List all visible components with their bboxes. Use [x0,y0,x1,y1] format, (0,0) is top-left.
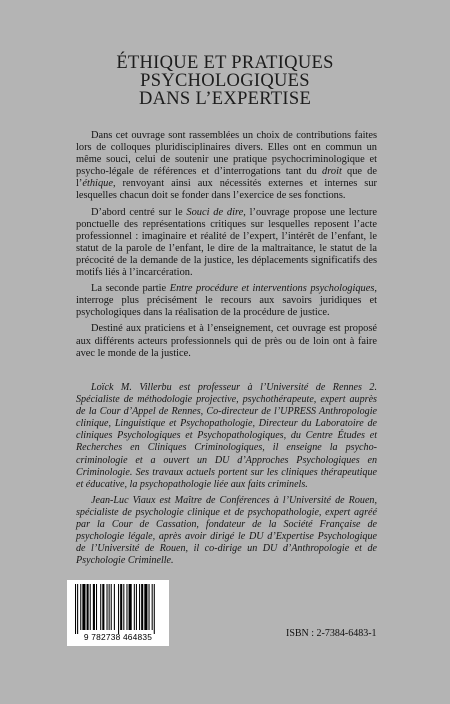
p2-start-text: D’abord centré sur le [91,206,183,218]
p1-end-text: , renvoyant ainsi aux nécessités externes et internes sur lesquelles chacun doit se fonder dans l’exercice de ses fonctions. [76,178,377,202]
barcode-bar [114,584,115,630]
barcode-bar [120,584,122,630]
barcode-bar [136,584,137,630]
barcode-bar [129,584,132,630]
book-title [0,54,450,108]
p3-end-text: , interroge plus précisément le recours aux savoirs juridiques et psychologiques dans la réalisation de la procédure de justice. [76,283,377,319]
barcode-bar [82,584,85,630]
title-line-1: ÉTHIQUE ET PRATIQUES [116,53,334,73]
barcode-bar [152,584,153,630]
author-bios [76,382,377,571]
barcode-bar [118,584,119,634]
author-bio-viaux: Jean-Luc Viaux est Maître de Conférences à l’Université de Rouen, spécialiste de psychologie clinique et de psychopathologie, expert agréé par la Cour de Cassation, fondateur de la Société Française de psychologie légale, après avoir dirigé le DU d’Expertise Psychologique de l’Université de Rouen, il co-dirige un DU d’Anthropologie et de Psychologie Criminelle. [76,494,377,567]
barcode-bar [100,584,101,630]
barcode-bar [126,584,127,630]
barcode-bar [141,584,143,630]
p1-text: Dans cet ouvrage sont rassemblées un choix de contributions faites lors de colloques pluridisciplinaires divers. Elles ont en commun un même souci, celui de soutenir une pratique psychocriminologique et psycho-légale de références et d’interrogations tant du [76,130,377,178]
title-line-3: DANS L’EXPERTISE [138,89,312,109]
barcode-bar [139,584,140,630]
barcode-bar [75,584,76,634]
barcode-bar [80,584,81,630]
summary-text [76,130,377,364]
p2-end-text: , l’ouvrage propose une lecture ponctuelle des représentations critiques sur lesquelles reposent l’acte professionnel : imaginaire et réalité de l’expert, l’intérêt de l’enfant, le statut de la parole de l’enfant, le dire de la maltraitance, le statut de la précocité de la demande de la justice, les déplacements significatifs des motifs liés à l’incarcération. [76,206,377,279]
barcode-bar [111,584,112,630]
p1-mid-text: que de l’ [76,166,377,190]
barcode-bar [144,584,147,630]
barcode-bar [93,584,95,630]
p1-emphasis-droit: droit [322,166,342,178]
isbn-label: ISBN : 2-7384-6483-1 [286,628,377,639]
summary-paragraph-3 [76,283,377,319]
barcode-bars-icon [67,580,169,636]
barcode-bar [77,584,78,634]
p3-emphasis: Entre procédure et interventions psychologiques [169,283,375,295]
summary-paragraph-2 [76,207,377,280]
p1-emphasis-ethique: éthique [82,178,113,190]
barcode-bar [102,584,104,630]
barcode-digits: 9 782738 464835 [83,632,153,642]
title-line-2: PSYCHOLOGIQUES [140,71,310,91]
p3-start-text: La seconde partie [91,283,167,295]
author-bio-villerbu: Loïck M. Villerbu est professeur à l’Université de Rennes 2. Spécialiste de méthodologie projective, psychothérapeute, expert auprès de la Cour d’Appel de Rennes, Co-directeur de l’UPRESS Anthropologie clinique, Linguistique et Psychopathologie, Directeur du Laboratoire de cliniques Psychologiques et Psychopathologiques, du Centre Études et Recherches en Cliniques Criminologiques, il enseigne la psycho-criminologie et a ouvert un DU d’Approches Psychologiques en Criminologie. Ses travaux actuels portent sur les cliniques thérapeutique et éducative, la psychopathologie liée aux faits criminels. [76,382,377,490]
barcode-bar [123,584,124,630]
summary-paragraph-1 [76,130,377,203]
p2-emphasis: Souci de dire [186,206,244,218]
summary-paragraph-4: Destiné aux praticiens et à l’enseignement, cet ouvrage est proposé aux différents acteurs professionnels qui de près ou de loin ont à faire avec le monde de la justice. [76,323,377,359]
barcode-bar [109,584,110,630]
barcode-bar [154,584,155,634]
barcode-bar [96,584,97,630]
barcode-bar [90,584,91,630]
barcode [67,580,169,646]
barcode-bar [134,584,135,630]
barcode-bar [149,584,150,630]
barcode-bar [87,584,89,630]
barcode-bar [107,584,108,630]
